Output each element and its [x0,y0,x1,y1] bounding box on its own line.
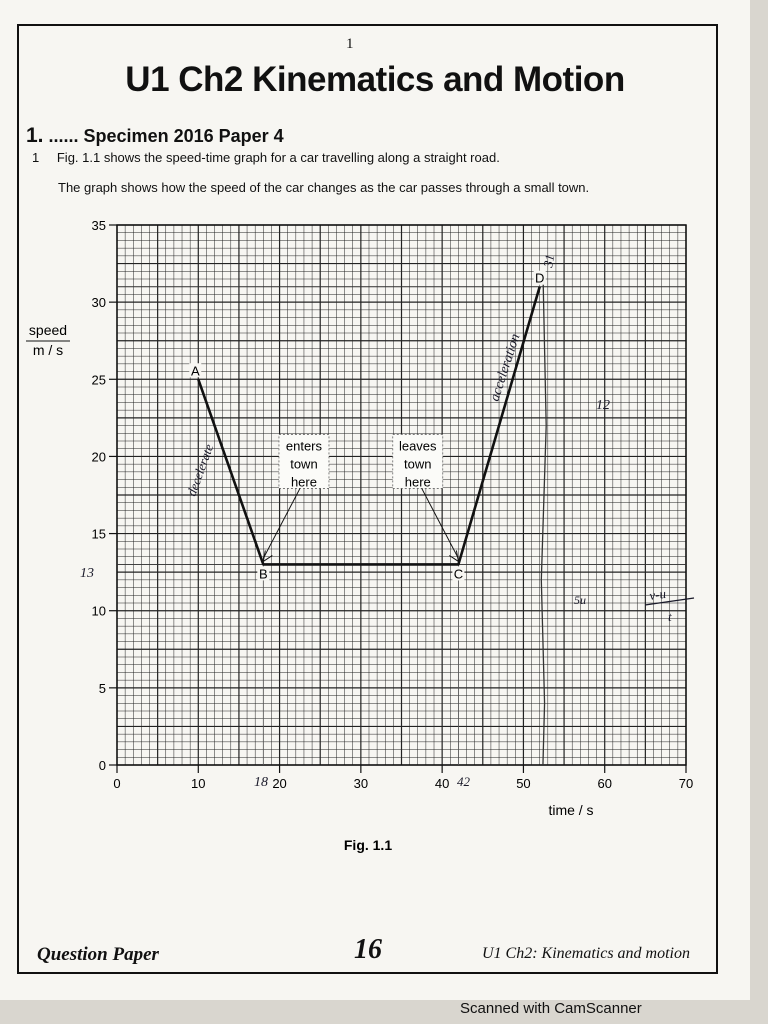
callout-arrowhead [263,550,272,561]
figure-caption: Fig. 1.1 [343,837,393,853]
handwritten-annotations [80,253,694,790]
callout-text: here [290,474,317,490]
page-title: U1 Ch2 Kinematics and Motion [125,60,625,99]
callout-text: town [290,456,318,472]
callout-text: enters [285,438,323,454]
footer-left: Question Paper [37,944,159,965]
y-tick-label: 20 [91,449,106,465]
x-tick-label: 20 [272,776,287,791]
y-tick-label: 35 [91,218,106,233]
question-number: 1. [26,124,44,147]
question-text-line-2: The graph shows how the speed of the car changes as the car passes through a small town. [58,180,590,195]
axes [109,225,686,773]
x-tick-label: 60 [597,776,612,791]
sub-question-number: 1 [32,150,40,165]
y-tick-label: 30 [91,295,106,311]
handwriting-42: 42 [457,774,470,789]
y-axis-unit: m / s [32,342,64,358]
page-number: 1 [346,36,354,52]
handwriting-decelerate: decelerate [183,442,217,499]
scanner-watermark: Scanned with CamScanner [460,1000,642,1017]
callout-arrow [422,488,459,558]
point-label: D [534,270,545,286]
point-label: B [258,566,268,582]
callout-text: town [404,456,432,472]
point-label: C [453,566,464,582]
x-tick-label: 70 [678,776,694,791]
footer-right: U1 Ch2: Kinematics and motion [482,945,690,962]
callout-text: here [404,474,431,490]
handwriting-13: 13 [80,566,94,581]
handwriting-acceleration: acceleration [487,332,524,404]
y-axis-label: speed [28,322,68,338]
point-label: A [190,363,200,379]
handwriting-area: 12 [596,398,610,413]
handwriting-18: 18 [254,775,268,790]
handwriting-formula-bottom: t [668,609,672,624]
footer-page-number: 16 [354,934,382,965]
y-tick-label: 15 [91,526,106,542]
callout-arrowhead [449,550,458,561]
question-text: Fig. 1.1 shows the speed-time graph for a car travelling along a straight road. [56,150,500,165]
grid-major [117,225,686,765]
question-source: ...... Specimen 2016 Paper 4 [48,126,284,146]
handwriting-31: 31 [540,253,558,269]
x-tick-label: 30 [353,776,369,791]
x-tick-label: 40 [434,776,450,791]
y-tick-label: 0 [98,758,106,773]
y-tick-label: 25 [91,372,106,388]
x-tick-label: 50 [516,776,531,791]
y-tick-label: 5 [98,680,106,696]
handwriting-note: 5u [574,593,586,607]
x-tick-label: 10 [191,776,206,791]
x-tick-label: 0 [113,776,121,791]
x-axis-label: time / s [548,802,594,818]
handwriting-formula-top: v-u [648,585,667,603]
callout-text: leaves [398,438,437,454]
y-tick-label: 10 [91,603,106,619]
callout-arrow [263,488,300,558]
